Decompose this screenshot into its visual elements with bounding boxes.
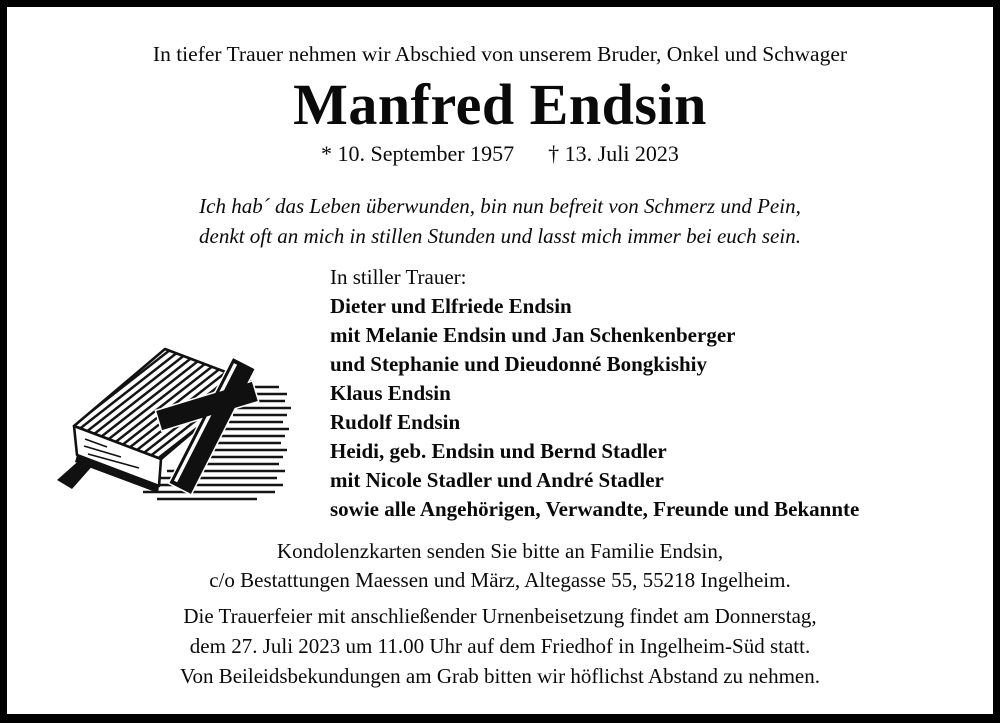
- mourner-line: Klaus Endsin: [330, 381, 451, 405]
- deceased-name: Manfred Endsin: [293, 72, 707, 137]
- life-dates: [7, 139, 993, 169]
- verse-line-1: Ich hab´ das Leben überwunden, bin nun befreit von Schmerz und Pein,: [199, 194, 801, 218]
- memorial-verse: [7, 191, 993, 251]
- mourner-line: Heidi, geb. Endsin und Bernd Stadler: [330, 439, 667, 463]
- mourner-line: mit Melanie Endsin und Jan Schenkenberger: [330, 323, 736, 347]
- condolence-line-1: Kondolenzkarten senden Sie bitte an Familie Endsin,: [276, 539, 724, 563]
- funeral-info: [7, 601, 993, 691]
- mourner-line: sowie alle Angehörigen, Verwandte, Freunde und Bekannte: [330, 497, 860, 521]
- condolence-line-2: c/o Bestattungen Maessen und März, Altegasse 55, 55218 Ingelheim.: [209, 568, 791, 592]
- condolence-info: [7, 537, 993, 595]
- mourner-line: mit Nicole Stadler und André Stadler: [330, 468, 664, 492]
- birth-date: * 10. September 1957: [321, 141, 515, 166]
- bible-cross-icon: [47, 329, 297, 509]
- funeral-line-3: Von Beileidsbekundungen am Grab bitten wir höflichst Abstand zu nehmen.: [180, 664, 820, 688]
- mourners-block: [330, 263, 993, 524]
- intro-line: In tiefer Trauer nehmen wir Abschied von unserem Bruder, Onkel und Schwager: [152, 42, 848, 66]
- death-date: † 13. Juli 2023: [548, 141, 679, 166]
- funeral-line-1: Die Trauerfeier mit anschließender Urnenbeisetzung findet am Donnerstag,: [183, 604, 817, 628]
- mourners-heading: In stiller Trauer:: [330, 265, 467, 289]
- mourning-section: [7, 263, 993, 525]
- funeral-line-2: dem 27. Juli 2023 um 11.00 Uhr auf dem Friedhof in Ingelheim-Süd statt.: [189, 634, 811, 658]
- verse-line-2: denkt oft an mich in stillen Stunden und lasst mich immer bei euch sein.: [199, 224, 801, 248]
- mourner-line: und Stephanie und Dieudonné Bongkishiy: [330, 352, 708, 376]
- mourner-line: Dieter und Elfriede Endsin: [330, 294, 572, 318]
- mourner-line: Rudolf Endsin: [330, 410, 461, 434]
